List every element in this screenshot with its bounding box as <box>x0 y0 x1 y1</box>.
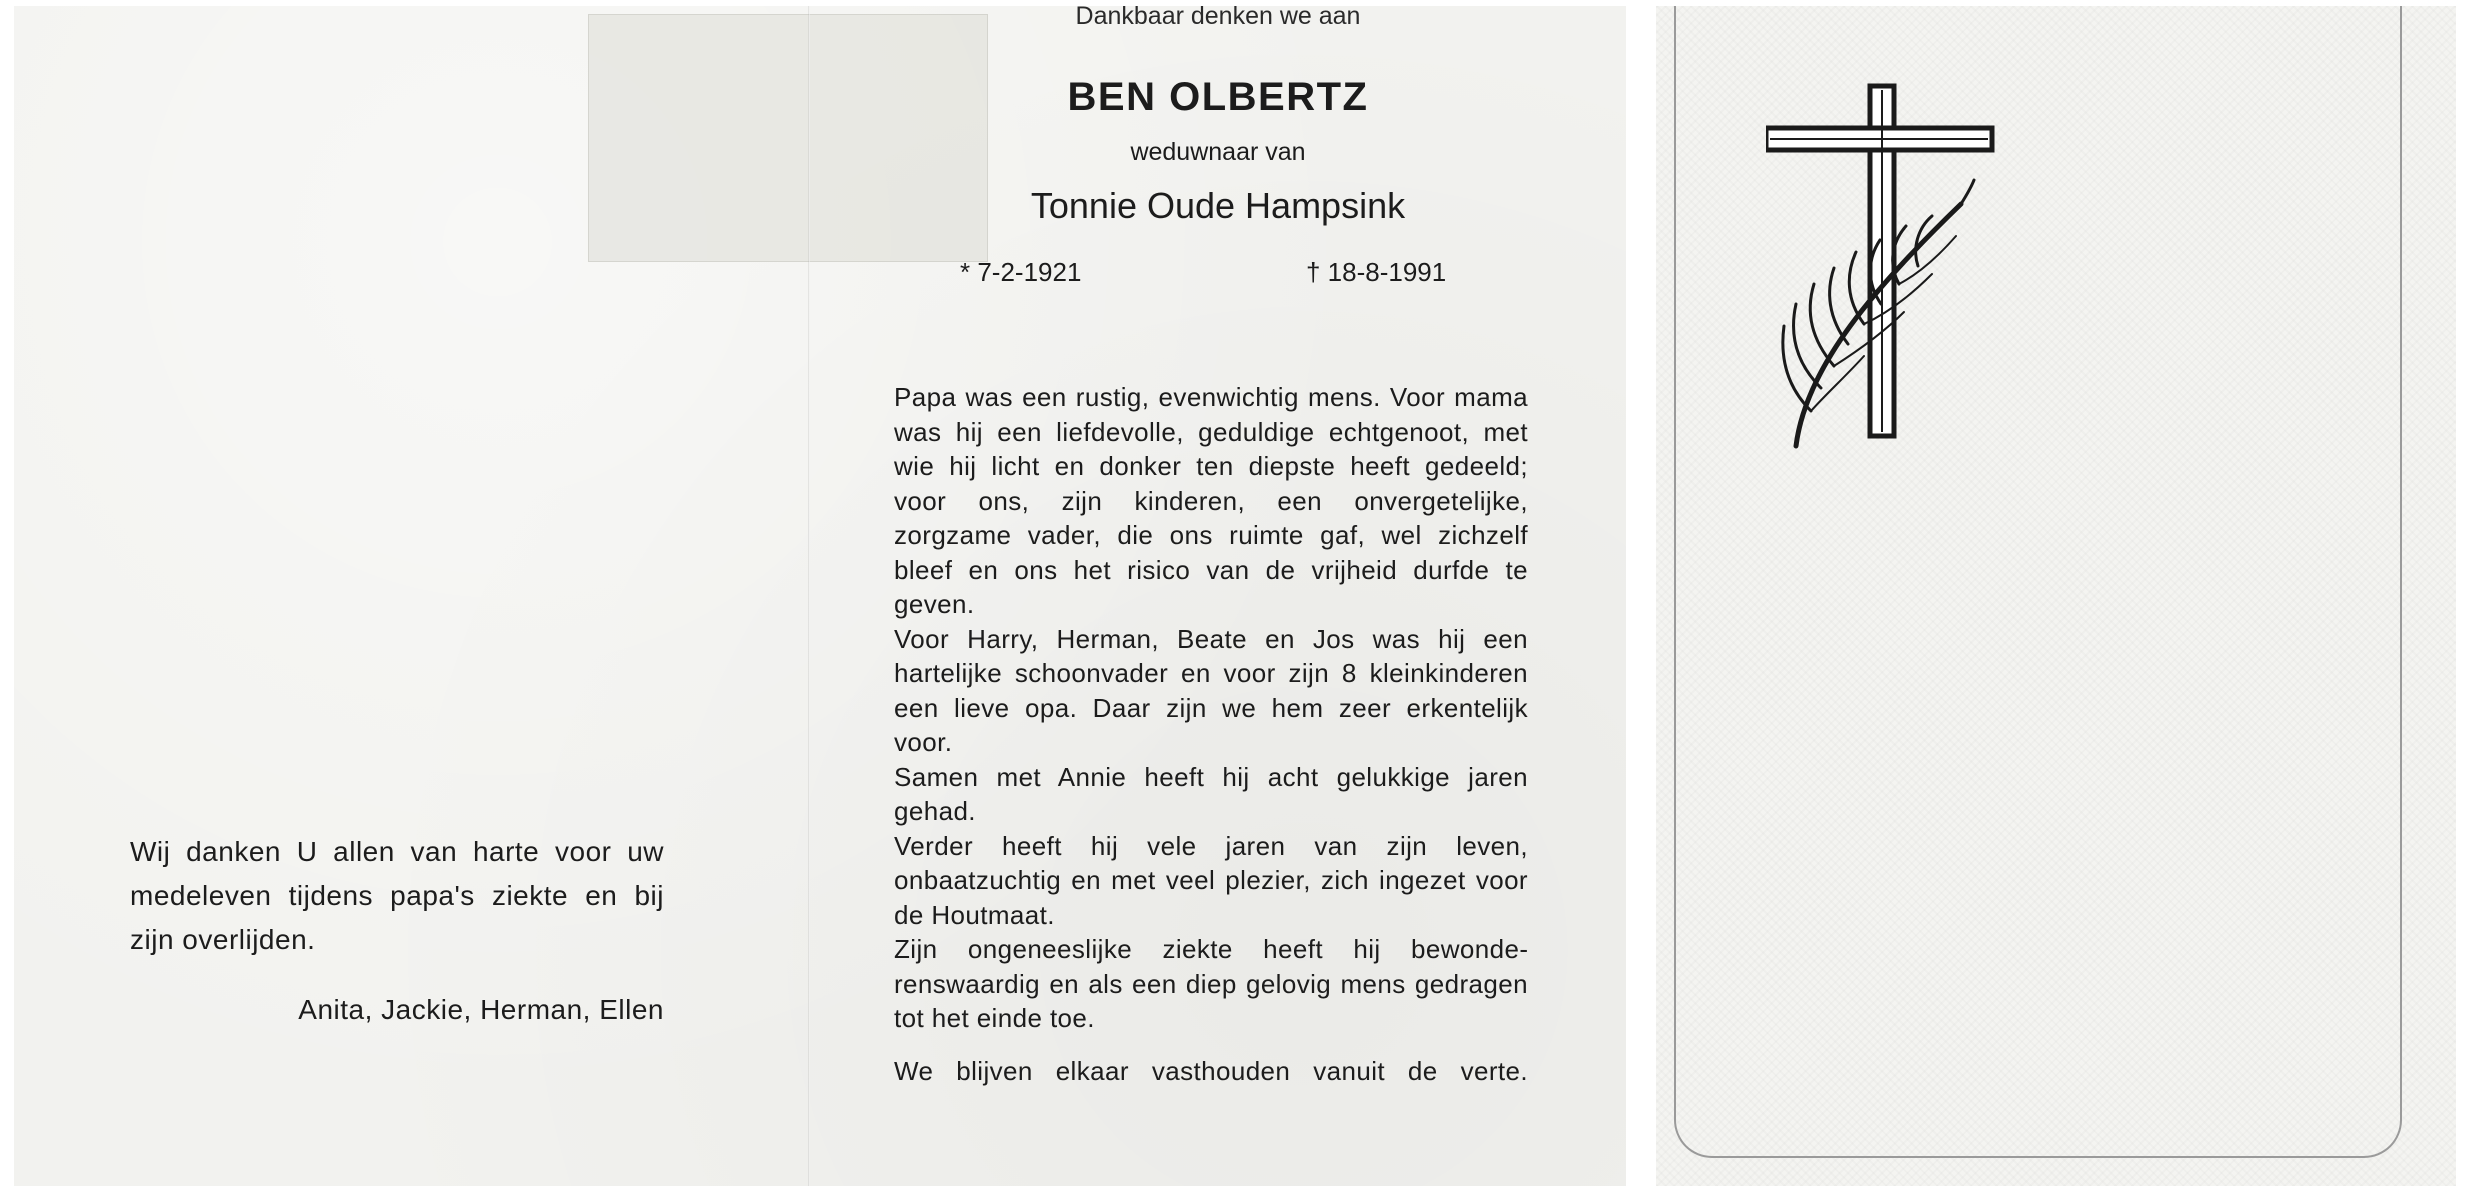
left-panel <box>130 830 664 1032</box>
eulogy-paragraph: Papa was een rustig, evenwichtig mens. Voor mama was hij een liefdevolle, geduldige echtgenoot, met wie hij licht en donker ten diepste heeft gedeeld; voor ons, zijn kinderen, een onvergetelijke, zorgzame vader, die ons ruimte gaf, wel zichzelf bleef en ons het risico van de vrijheid durfde te geven. <box>894 382 1528 619</box>
intro-line: Dankbaar denken we aan <box>1075 2 1361 30</box>
cross-with-palm-branch-icon <box>1766 76 2006 466</box>
eulogy-paragraph: Verder heeft hij vele jaren van zijn leven, onbaatzuchtig en met veel plezier, zich ingezet voor de Houtmaat. <box>894 830 1528 930</box>
memorial-card-front <box>1656 6 2456 1186</box>
eulogy-paragraph: Samen met Annie heeft hij acht gelukkige jaren gehad. <box>894 761 1528 826</box>
dates-row <box>814 257 1622 297</box>
thanks-text: Wij danken U allen van harte voor uw medeleven tijdens papa's ziekte en bij zijn overlijden. <box>130 836 664 955</box>
right-panel <box>814 0 1622 1086</box>
deceased-name: BEN OLBERTZ <box>1067 75 1369 119</box>
family-signature: Anita, Jackie, Herman, Ellen <box>298 994 664 1025</box>
eulogy-paragraph: Zijn ongeneeslijke ziekte heeft hij bewonderenswaardig en als een diep gelovig mens gedragen tot het einde toe. <box>894 934 1528 1033</box>
fold-line <box>808 6 810 1186</box>
eulogy-paragraph: Voor Harry, Herman, Beate en Jos was hij een hartelijke schoonvader en voor zijn 8 kleinkinderen een lieve opa. Daar zijn we hem zeer erkentelijk voor. <box>894 623 1528 757</box>
spouse-name: Tonnie Oude Hampsink <box>1030 185 1406 226</box>
widower-of-line: weduwnaar van <box>1130 138 1306 166</box>
closing-line: We blijven elkaar vasthouden vanuit de verte. <box>894 1055 1528 1086</box>
cross-icon <box>1766 86 1992 436</box>
death-date: † 18-8-1991 <box>1306 257 1447 287</box>
eulogy-text <box>894 380 1528 1088</box>
birth-date: * 7-2-1921 <box>960 257 1082 287</box>
